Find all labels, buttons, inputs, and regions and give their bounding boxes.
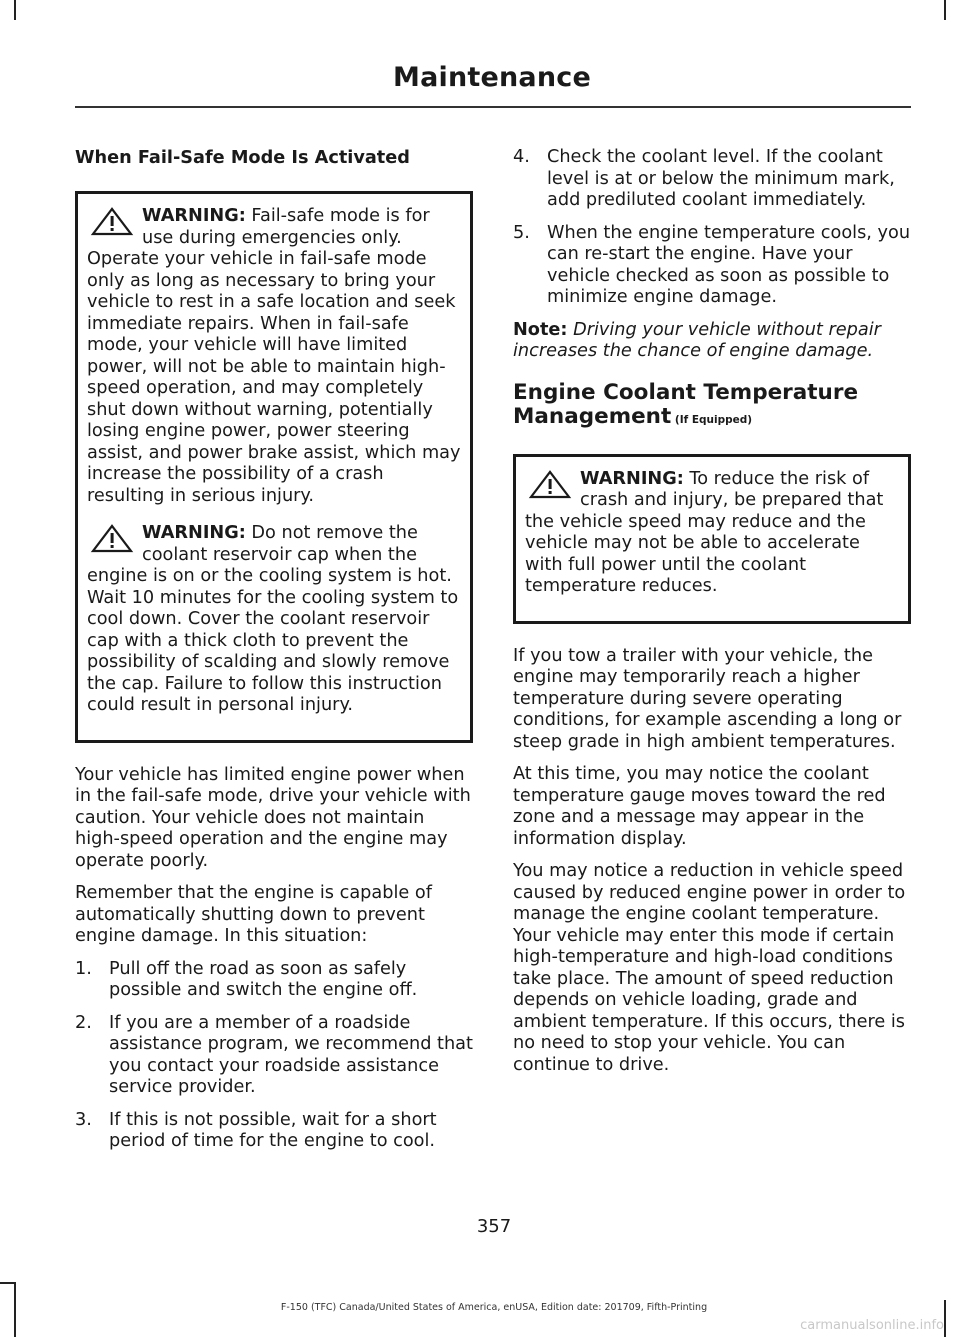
note [513,320,911,363]
step-text: If you are a member of a roadside assistance program, we recommend that you contact your roadside assistance service provider. [109,1012,473,1097]
warning-triangle-icon [87,206,139,236]
body-paragraph: You may notice a reduction in vehicle speed caused by reduced engine power in order to manage the engine coolant temperature. Your vehicle may enter this mode if certain high-temperature and high-load conditions take place. The amount of speed reduction depends on vehicle loading, grade and ambient temperature. If this occurs, there is no need to stop your vehicle. You can continue to drive. [513,861,906,1075]
step-text: Pull off the road as soon as safely possible and switch the engine off. [109,958,418,1000]
step-text: If this is not possible, wait for a short period of time for the engine to cool. [109,1109,437,1151]
note-text: Driving your vehicle without repair increases the chance of engine damage. [513,319,881,361]
warning-box [75,191,473,743]
section-qualifier: (If Equipped) [671,413,753,426]
subheading-fail-safe: When Fail-Safe Mode Is Activated [75,148,410,168]
note-label: Note: [513,319,568,340]
list-item [513,223,911,309]
warning-triangle-icon [87,523,139,553]
body-paragraph: Your vehicle has limited engine power when in the fail-safe mode, drive your vehicle with caution. Your vehicle does not maintain high-speed operation and the engine may operate poorly. [75,764,471,871]
left-column [75,145,473,1164]
crop-mark-bottom-left-h [0,1282,16,1284]
warning-box [513,454,911,624]
list-item [75,959,473,1002]
warning-speed-reduction [525,469,901,598]
warning-label: WARNING: [142,523,246,543]
step-number: 4. [513,147,530,167]
step-number: 5. [513,222,530,243]
body-paragraph: At this time, you may notice the coolant temperature gauge moves toward the red zone and a message may appear in the information display. [513,764,886,849]
list-item [513,147,911,212]
step-text: Check the coolant level. If the coolant level is at or below the minimum mark, add prediluted coolant immediately. [547,147,895,210]
page-title: Maintenance [393,62,591,93]
warning-coolant-cap [87,523,463,717]
step-number: 1. [75,958,92,979]
watermark: carmanualsonline.info [800,1318,944,1333]
right-column [513,147,911,1087]
list-item [75,1013,473,1099]
step-number: 3. [75,1109,92,1130]
edition-footer: F-150 (TFC) Canada/United States of America, enUSA, Edition date: 201709, Fifth-Printing [280,1302,708,1313]
list-item [75,1110,473,1153]
warning-triangle-icon [525,469,577,499]
body-paragraph: If you tow a trailer with your vehicle, the engine may temporarily reach a higher temperature during severe operating conditions, for example ascending a long or steep grade in high ambient temperatures. [513,645,902,752]
page-number: 357 [476,1216,512,1237]
warning-text: To reduce the risk of crash and injury, be prepared that the vehicle speed may reduce and the vehicle may not be able to accelerate with full power until the coolant temperature reduces. [525,468,884,596]
warning-text: Do not remove the coolant reservoir cap when the engine is on or the cooling system is hot. Wait 10 minutes for the cooling system to cool down. Cover the coolant reservoir cap with a thick cloth to prevent the possibility of scalding and slowly remove the cap. Failure to follow this instruction could result in personal injury. [87,523,459,715]
warning-text: Fail-safe mode is for use during emergencies only. Operate your vehicle in fail-safe mode only as long as necessary to bring your vehicle to rest in a safe location and seek immediate repairs. When in fail-safe mode, your vehicle will have limited power, will not be able to maintain high-speed operation, and may completely shut down without warning, potentially losing engine power, power steering assist, and power brake assist, which may increase the possibility of a crash resulting in serious injury. [87,206,461,506]
section-title [513,381,911,432]
warning-fail-safe [87,206,463,507]
crop-mark-top-right [944,0,946,20]
step-text: When the engine temperature cools, you can re-start the engine. Have your vehicle checked as soon as possible to minimize engine damage. [547,222,911,307]
warning-label: WARNING: [580,468,684,489]
crop-mark-top-left [14,0,16,20]
section-title-text: Engine Coolant Temperature Management [513,379,859,429]
body-paragraph: Remember that the engine is capable of automatically shutting down to prevent engine damage. In this situation: [75,883,432,946]
steps-list [75,959,473,1153]
step-number: 2. [75,1012,92,1033]
steps-list-continued [513,147,911,309]
warning-label: WARNING: [142,206,246,226]
page-header [75,62,911,108]
